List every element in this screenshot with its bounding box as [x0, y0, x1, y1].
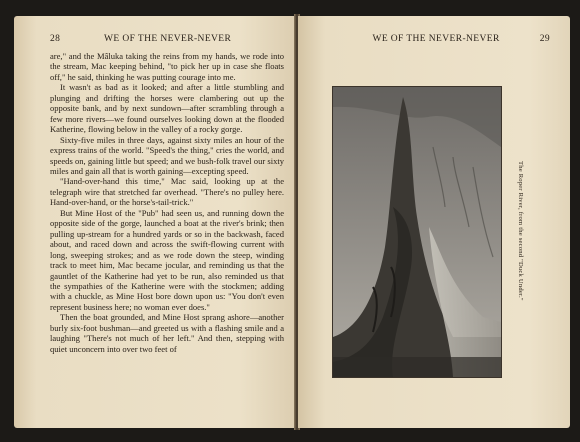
- paragraph: But Mine Host of the "Pub" had seen us, and running down the opposite side of the gorge, launched a boat at the river's brink; then pulling up-stream for a hundred yards or so in the backwash, faced about, and raced down and across the swift-flowing current with long, sweeping strokes; and as we rode down the steep, winding track to meet him, Mac became jocular, and reminding us that the gauntlet of the Katherine had yet to be run, also reminded us that the sympathies of the Katherine were with the stockmen; adding with a chuckle, as Mine Host bore down upon us: "You don't even represent business here; no woman ever does.": [50, 207, 284, 312]
- photo-plate: [332, 86, 502, 378]
- paragraph: are," and the Mâluka taking the reins from my hands, we rode into the stream, Mac keeping behind, "to pick her up in case she floats off," he said, thinking he was putting courage into me.: [50, 51, 284, 82]
- paragraph: "Hand-over-hand this time," Mac said, looking up at the telegraph wire that stretched far overhead. "There's no pulley here. Hand-over-hand, or the horse's-tail-trick.": [50, 176, 284, 208]
- left-page-body: [50, 51, 284, 354]
- left-page: [14, 16, 296, 428]
- paragraph: It wasn't as bad as it looked; and after a little stumbling and plunging and drifting the horses were clambering out up the opposite bank, and by next sundown—after scrambling through a few more rivers—we found ourselves looking down at the flooded Katherine, flowing below in the valley of a rocky gorge.: [50, 82, 284, 135]
- right-running-head: WE OF THE NEVER-NEVER: [372, 34, 500, 44]
- left-page-number: 28: [50, 34, 61, 44]
- right-page-number: 29: [539, 34, 550, 44]
- right-page: [298, 16, 570, 428]
- right-page-header: [328, 34, 554, 44]
- river-photograph: [333, 87, 501, 377]
- left-page-header: [50, 34, 284, 44]
- paragraph: Then the boat grounded, and Mine Host sprang ashore—another burly six-foot bushman—and greeted us with a flashing smile and a laughing "There's not much of her left." And then, stepping with quiet unconcern into over two feet of: [50, 312, 284, 354]
- plate-caption: The Roper River, from the second "Duck Under.": [517, 161, 524, 301]
- paragraph: Sixty-five miles in three days, against sixty miles an hour of the express trains of the world. "Speed's the thing," cries the world, and speeds on, gaining little but speed; and we bush-folk travel our sixty miles and gain all that is worth gaining—excepting speed.: [50, 134, 284, 176]
- left-running-head: WE OF THE NEVER-NEVER: [104, 34, 232, 44]
